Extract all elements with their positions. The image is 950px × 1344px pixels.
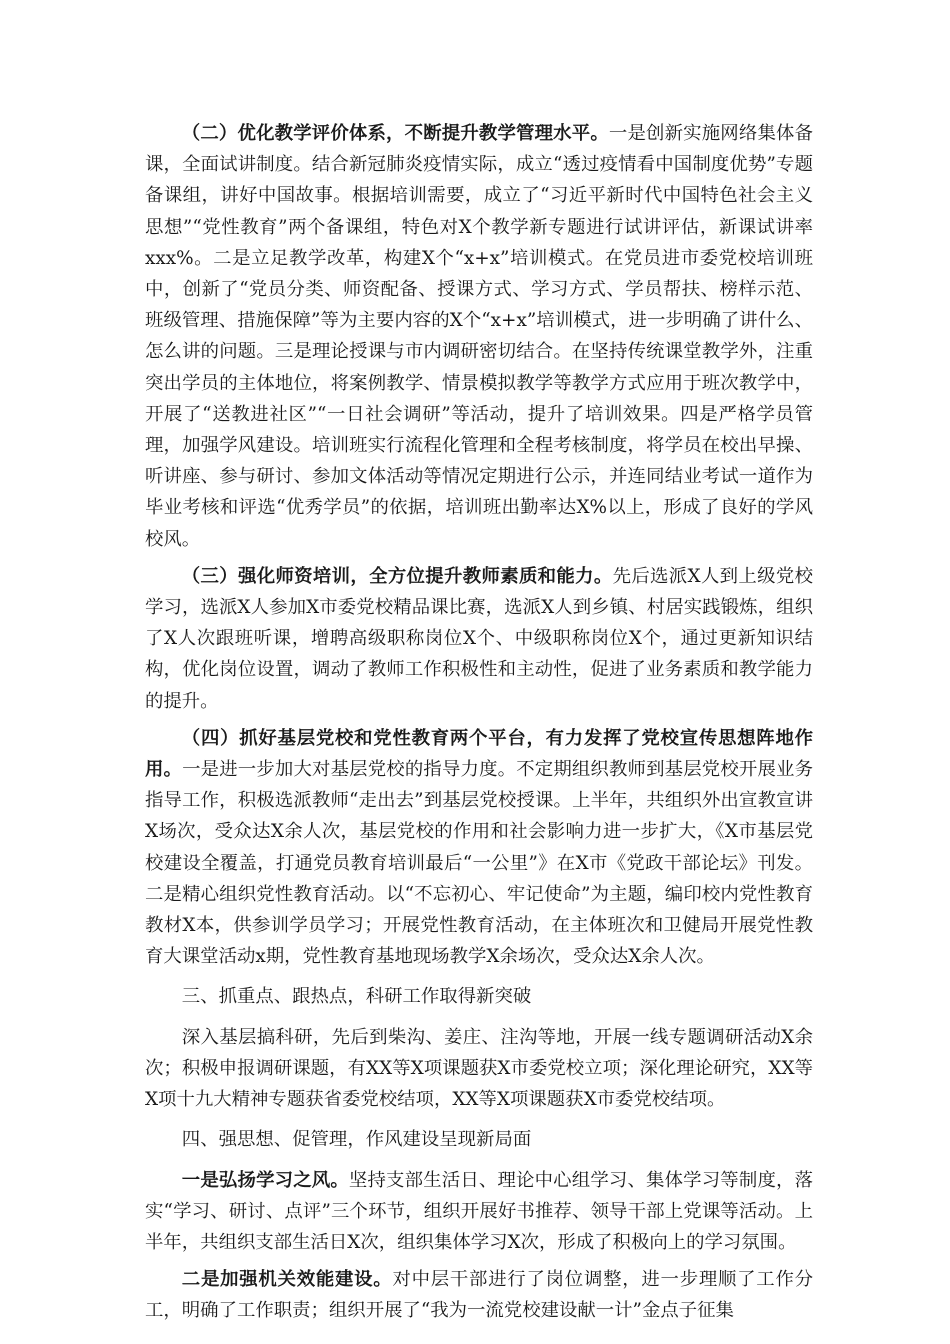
paragraph-text: 深入基层搞科研，先后到柴沟、姜庄、注沟等地，开展一线专题调研活动X余次；积极申报调研课题，有XX等X项课题获X市委党校立项；深化理论研究，XX等X项十九大精神专题获省委党校结项，XX等X项课题获X市委党校结项。 [145, 1026, 813, 1111]
paragraph-lead: （三）强化师资培训，全方位提升教师素质和能力。 [181, 565, 613, 587]
paragraph-lead: （二）优化教学评价体系，不断提升教学管理水平。 [181, 123, 609, 144]
paragraph-grassroots-platforms [145, 723, 813, 973]
paragraph-text: 先后选派X人到上级党校学习，选派X人参加X市委党校精品课比赛，选派X人到乡镇、村居实践锻炼，组织了X人次跟班听课，增聘高级职称岗位X个、中级职称岗位X个，通过更新知识结构，优化岗位设置，调动了教师工作积极性和主动性，促进了业务素质和教学能力的提升。 [145, 565, 813, 712]
paragraph-teaching-evaluation [145, 118, 813, 555]
paragraph-text: 一是创新实施网络集体备课，全面试讲制度。结合新冠肺炎疫情实际，成立“透过疫情看中国制度优势”专题备课组，讲好中国故事。根据培训需要，成立了“习近平新时代中国特色社会主义思想”“党性教育”两个备课组，特色对X个教学新专题进行试讲评估，新课试讲率xxx%。二是立足教学改革，构建X个“x+x”培训模式。在党员进市委党校培训班中，创新了“党员分类、师资配备、授课方式、学习方式、学员帮扶、榜样示范、班级管理、措施保障”等为主要内容的X个“x+x”培训模式，进一步明确了讲什么、怎么讲的问题。三是理论授课与市内调研密切结合。在坚持传统课堂教学外，注重突出学员的主体地位，将案例教学、情景模拟教学等教学方式应用于班次教学中，开展了“送教进社区”“一日社会调研”等活动，提升了培训效果。四是严格学员管理，加强学风建设。培训班实行流程化管理和全程考核制度，将学员在校出早操、听讲座、参与研讨、参加文体活动等情况定期进行公示，并连同结业考试一道作为毕业考核和评选“优秀学员”的依据，培训班出勤率达X%以上，形成了良好的学风校风。 [145, 123, 813, 550]
document-body [145, 118, 813, 1327]
section-heading-research [145, 981, 813, 1012]
section-heading-work-style [145, 1124, 813, 1155]
paragraph-lead: （四）抓好基层党校和党性教育两个平台，有力发挥了党校宣传思想阵地作用。 [145, 727, 813, 781]
paragraph-lead: 一是弘扬学习之风。 [181, 1169, 349, 1191]
paragraph-text: 一是进一步加大对基层党校的指导力度。不定期组织教师到基层党校开展业务指导工作，积极选派教师“走出去”到基层党校授课。上半年，共组织外出宣教宣讲X场次，受众达X余人次，基层党校的作用和社会影响力进一步扩大，《X市基层党校建设全覆盖，打通党员教育培训最后“一公里”》在X市《党政干部论坛》刊发。二是精心组织党性教育活动。以“不忘初心、牢记使命”为主题，编印校内党性教育教材X本，供参训学员学习；开展党性教育活动，在主体班次和卫健局开展党性教育大课堂活动x期，党性教育基地现场教学X余场次，受众达X余人次。 [145, 759, 813, 968]
heading-text: 三、抓重点、跟热点，科研工作取得新突破 [181, 986, 532, 1008]
paragraph-text: 坚持支部生活日、理论中心组学习、集体学习等制度，落实“学习、研讨、点评”三个环节，组织开展好书推荐、领导干部上党课等活动。上半年，共组织支部生活日X次，组织集体学习X次，形成了积极向上的学习氛围。 [145, 1169, 813, 1253]
heading-text: 四、强思想、促管理，作风建设呈现新局面 [181, 1129, 532, 1151]
paragraph-learning [145, 1165, 813, 1259]
paragraph-teacher-training [145, 561, 813, 717]
paragraph-text: 对中层干部进行了岗位调整，进一步理顺了工作分工，明确了工作职责；组织开展了“我为一流党校建设献一计”金点子征集 [145, 1269, 813, 1322]
paragraph-research [145, 1022, 813, 1116]
paragraph-efficiency [145, 1264, 813, 1326]
paragraph-lead: 二是加强机关效能建设。 [181, 1269, 393, 1291]
